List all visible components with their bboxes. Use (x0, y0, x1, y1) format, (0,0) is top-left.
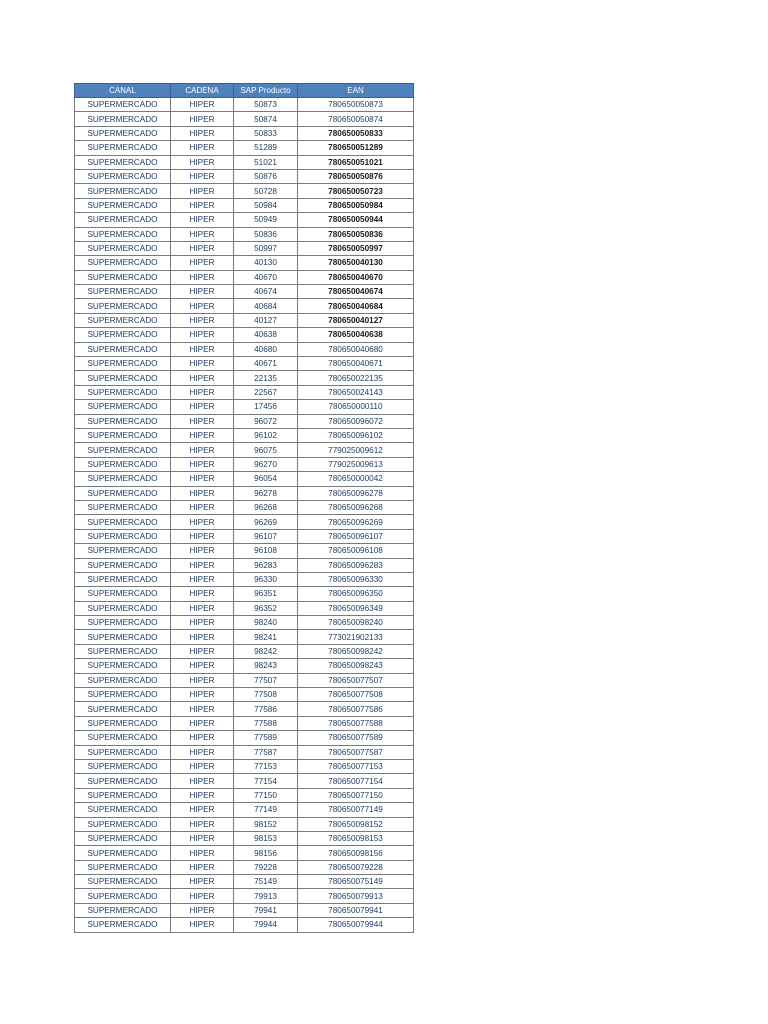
cadena-cell: HIPER (171, 155, 234, 169)
ean-cell: 780650096268 (298, 500, 414, 514)
canal-cell: SUPERMERCADO (75, 313, 171, 327)
ean-cell: 780650077150 (298, 788, 414, 802)
sap-producto-cell: 79913 (234, 889, 298, 903)
table-row (75, 141, 414, 155)
ean-cell: 780650022135 (298, 371, 414, 385)
cadena-cell: HIPER (171, 357, 234, 371)
cadena-cell: HIPER (171, 774, 234, 788)
table-row (75, 702, 414, 716)
table-row (75, 313, 414, 327)
table-row (75, 371, 414, 385)
ean-cell: 780650050874 (298, 112, 414, 126)
cadena-cell: HIPER (171, 831, 234, 845)
canal-cell: SUPERMERCADO (75, 414, 171, 428)
cadena-cell: HIPER (171, 644, 234, 658)
sap-producto-cell: 17456 (234, 400, 298, 414)
ean-cell: 780650096269 (298, 515, 414, 529)
ean-cell: 780650050876 (298, 169, 414, 183)
ean-cell: 780650050984 (298, 198, 414, 212)
sap-producto-cell: 96102 (234, 428, 298, 442)
ean-cell: 780650096102 (298, 428, 414, 442)
ean-cell: 780650077508 (298, 688, 414, 702)
table-row (75, 774, 414, 788)
canal-cell: SUPERMERCADO (75, 371, 171, 385)
cadena-cell: HIPER (171, 587, 234, 601)
sap-producto-cell: 50984 (234, 198, 298, 212)
canal-cell: SUPERMERCADO (75, 644, 171, 658)
ean-cell: 780650077589 (298, 731, 414, 745)
ean-cell: 780650096108 (298, 544, 414, 558)
canal-cell: SUPERMERCADO (75, 270, 171, 284)
table-row (75, 903, 414, 917)
table-row (75, 673, 414, 687)
ean-cell: 780650040680 (298, 342, 414, 356)
sap-producto-cell: 98152 (234, 817, 298, 831)
cadena-cell: HIPER (171, 544, 234, 558)
cadena-cell: HIPER (171, 731, 234, 745)
ean-cell: 780650040130 (298, 256, 414, 270)
sap-producto-cell: 77586 (234, 702, 298, 716)
cadena-cell: HIPER (171, 759, 234, 773)
sap-producto-cell: 50833 (234, 126, 298, 140)
canal-cell: SUPERMERCADO (75, 889, 171, 903)
sap-producto-cell: 96351 (234, 587, 298, 601)
table-row (75, 385, 414, 399)
sap-producto-cell: 77588 (234, 716, 298, 730)
table-row (75, 414, 414, 428)
table-row (75, 198, 414, 212)
cadena-cell: HIPER (171, 285, 234, 299)
table-row (75, 184, 414, 198)
ean-cell: 780650077149 (298, 803, 414, 817)
cadena-cell: HIPER (171, 702, 234, 716)
canal-cell: SUPERMERCADO (75, 285, 171, 299)
table-row (75, 529, 414, 543)
canal-cell: SUPERMERCADO (75, 673, 171, 687)
cadena-cell: HIPER (171, 472, 234, 486)
canal-cell: SUPERMERCADO (75, 558, 171, 572)
ean-cell: 780650040684 (298, 299, 414, 313)
sap-producto-cell: 96283 (234, 558, 298, 572)
table-row (75, 875, 414, 889)
canal-cell: SUPERMERCADO (75, 98, 171, 112)
ean-cell: 780650096283 (298, 558, 414, 572)
cadena-cell: HIPER (171, 141, 234, 155)
canal-cell: SUPERMERCADO (75, 616, 171, 630)
canal-cell: SUPERMERCADO (75, 198, 171, 212)
sap-producto-cell: 96352 (234, 601, 298, 615)
table-row (75, 241, 414, 255)
canal-cell: SUPERMERCADO (75, 788, 171, 802)
cadena-cell: HIPER (171, 716, 234, 730)
table-row (75, 817, 414, 831)
table-row (75, 428, 414, 442)
canal-cell: SUPERMERCADO (75, 472, 171, 486)
ean-cell: 780650098152 (298, 817, 414, 831)
cadena-cell: HIPER (171, 227, 234, 241)
cadena-cell: HIPER (171, 788, 234, 802)
canal-cell: SUPERMERCADO (75, 803, 171, 817)
ean-cell: 780650075149 (298, 875, 414, 889)
ean-cell: 780650077587 (298, 745, 414, 759)
cadena-cell: HIPER (171, 241, 234, 255)
cadena-cell: HIPER (171, 745, 234, 759)
sap-producto-cell: 96108 (234, 544, 298, 558)
table-row (75, 342, 414, 356)
canal-cell: SUPERMERCADO (75, 702, 171, 716)
ean-cell: 779025009612 (298, 443, 414, 457)
table-row (75, 587, 414, 601)
canal-cell: SUPERMERCADO (75, 141, 171, 155)
ean-cell: 780650079913 (298, 889, 414, 903)
ean-cell: 780650040674 (298, 285, 414, 299)
cadena-cell: HIPER (171, 860, 234, 874)
canal-cell: SUPERMERCADO (75, 759, 171, 773)
header-canal: CANAL (75, 84, 171, 98)
canal-cell: SUPERMERCADO (75, 745, 171, 759)
canal-cell: SUPERMERCADO (75, 486, 171, 500)
canal-cell: SUPERMERCADO (75, 457, 171, 471)
canal-cell: SUPERMERCADO (75, 400, 171, 414)
sap-producto-cell: 98243 (234, 659, 298, 673)
sap-producto-cell: 79941 (234, 903, 298, 917)
sap-producto-cell: 79228 (234, 860, 298, 874)
sap-producto-cell: 22567 (234, 385, 298, 399)
table-row (75, 400, 414, 414)
sap-producto-cell: 98156 (234, 846, 298, 860)
cadena-cell: HIPER (171, 803, 234, 817)
ean-cell: 780650077588 (298, 716, 414, 730)
cadena-cell: HIPER (171, 428, 234, 442)
sap-producto-cell: 40638 (234, 328, 298, 342)
cadena-cell: HIPER (171, 601, 234, 615)
canal-cell: SUPERMERCADO (75, 184, 171, 198)
sap-producto-cell: 77154 (234, 774, 298, 788)
canal-cell: SUPERMERCADO (75, 659, 171, 673)
cadena-cell: HIPER (171, 659, 234, 673)
sap-producto-cell: 50997 (234, 241, 298, 255)
canal-cell: SUPERMERCADO (75, 860, 171, 874)
canal-cell: SUPERMERCADO (75, 846, 171, 860)
ean-cell: 780650051021 (298, 155, 414, 169)
table-row (75, 98, 414, 112)
sap-producto-cell: 77589 (234, 731, 298, 745)
sap-producto-cell: 96268 (234, 500, 298, 514)
canal-cell: SUPERMERCADO (75, 688, 171, 702)
ean-cell: 780650040638 (298, 328, 414, 342)
ean-cell: 780650096072 (298, 414, 414, 428)
header-ean: EAN (298, 84, 414, 98)
canal-cell: SUPERMERCADO (75, 357, 171, 371)
cadena-cell: HIPER (171, 529, 234, 543)
table-row (75, 227, 414, 241)
sap-producto-cell: 40127 (234, 313, 298, 327)
table-row (75, 270, 414, 284)
ean-cell: 780650079941 (298, 903, 414, 917)
table-row (75, 644, 414, 658)
canal-cell: SUPERMERCADO (75, 515, 171, 529)
ean-cell: 780650098240 (298, 616, 414, 630)
table-header-row (75, 84, 414, 98)
canal-cell: SUPERMERCADO (75, 601, 171, 615)
canal-cell: SUPERMERCADO (75, 918, 171, 932)
cadena-cell: HIPER (171, 400, 234, 414)
table-row (75, 745, 414, 759)
cadena-cell: HIPER (171, 443, 234, 457)
canal-cell: SUPERMERCADO (75, 544, 171, 558)
ean-cell: 780650096107 (298, 529, 414, 543)
table-row (75, 889, 414, 903)
cadena-cell: HIPER (171, 903, 234, 917)
table-row (75, 155, 414, 169)
table-row (75, 831, 414, 845)
table-row (75, 328, 414, 342)
ean-cell: 780650098243 (298, 659, 414, 673)
table-row (75, 457, 414, 471)
sap-producto-cell: 98153 (234, 831, 298, 845)
ean-cell: 780650077153 (298, 759, 414, 773)
cadena-cell: HIPER (171, 875, 234, 889)
cadena-cell: HIPER (171, 385, 234, 399)
sap-producto-cell: 96269 (234, 515, 298, 529)
cadena-cell: HIPER (171, 616, 234, 630)
cadena-cell: HIPER (171, 673, 234, 687)
table-row (75, 803, 414, 817)
table-row (75, 558, 414, 572)
ean-cell: 780650096278 (298, 486, 414, 500)
table-row (75, 759, 414, 773)
cadena-cell: HIPER (171, 918, 234, 932)
cadena-cell: HIPER (171, 457, 234, 471)
table-row (75, 443, 414, 457)
sap-producto-cell: 40670 (234, 270, 298, 284)
cadena-cell: HIPER (171, 126, 234, 140)
canal-cell: SUPERMERCADO (75, 428, 171, 442)
table-row (75, 659, 414, 673)
sap-producto-cell: 40684 (234, 299, 298, 313)
sap-producto-cell: 77507 (234, 673, 298, 687)
table-row (75, 169, 414, 183)
canal-cell: SUPERMERCADO (75, 443, 171, 457)
header-cadena: CADENA (171, 84, 234, 98)
ean-cell: 780650050873 (298, 98, 414, 112)
canal-cell: SUPERMERCADO (75, 155, 171, 169)
cadena-cell: HIPER (171, 169, 234, 183)
ean-cell: 780650024143 (298, 385, 414, 399)
canal-cell: SUPERMERCADO (75, 342, 171, 356)
ean-cell: 780650050997 (298, 241, 414, 255)
canal-cell: SUPERMERCADO (75, 903, 171, 917)
table-row (75, 256, 414, 270)
ean-cell: 780650040127 (298, 313, 414, 327)
ean-cell: 780650000042 (298, 472, 414, 486)
table-row (75, 846, 414, 860)
table-row (75, 572, 414, 586)
ean-cell: 773021902133 (298, 630, 414, 644)
sap-producto-cell: 40674 (234, 285, 298, 299)
cadena-cell: HIPER (171, 558, 234, 572)
table-row (75, 126, 414, 140)
sap-producto-cell: 96278 (234, 486, 298, 500)
sap-producto-cell: 40130 (234, 256, 298, 270)
cadena-cell: HIPER (171, 213, 234, 227)
sap-producto-cell: 50874 (234, 112, 298, 126)
cadena-cell: HIPER (171, 500, 234, 514)
ean-cell: 780650096349 (298, 601, 414, 615)
sap-producto-cell: 50949 (234, 213, 298, 227)
canal-cell: SUPERMERCADO (75, 731, 171, 745)
table-row (75, 544, 414, 558)
sap-producto-cell: 96072 (234, 414, 298, 428)
cadena-cell: HIPER (171, 112, 234, 126)
table-row (75, 515, 414, 529)
sap-producto-cell: 96107 (234, 529, 298, 543)
sap-producto-cell: 50876 (234, 169, 298, 183)
sap-producto-cell: 79944 (234, 918, 298, 932)
table-row (75, 472, 414, 486)
ean-cell: 780650098156 (298, 846, 414, 860)
cadena-cell: HIPER (171, 256, 234, 270)
sap-producto-cell: 77587 (234, 745, 298, 759)
cadena-cell: HIPER (171, 688, 234, 702)
canal-cell: SUPERMERCADO (75, 227, 171, 241)
sap-producto-cell: 96075 (234, 443, 298, 457)
canal-cell: SUPERMERCADO (75, 126, 171, 140)
cadena-cell: HIPER (171, 328, 234, 342)
sap-producto-cell: 77153 (234, 759, 298, 773)
cadena-cell: HIPER (171, 371, 234, 385)
cadena-cell: HIPER (171, 342, 234, 356)
canal-cell: SUPERMERCADO (75, 328, 171, 342)
canal-cell: SUPERMERCADO (75, 169, 171, 183)
cadena-cell: HIPER (171, 98, 234, 112)
ean-cell: 780650040670 (298, 270, 414, 284)
cadena-cell: HIPER (171, 515, 234, 529)
ean-cell: 780650051289 (298, 141, 414, 155)
canal-cell: SUPERMERCADO (75, 213, 171, 227)
canal-cell: SUPERMERCADO (75, 587, 171, 601)
cadena-cell: HIPER (171, 184, 234, 198)
table-row (75, 112, 414, 126)
ean-cell: 780650079944 (298, 918, 414, 932)
canal-cell: SUPERMERCADO (75, 241, 171, 255)
sap-producto-cell: 96270 (234, 457, 298, 471)
ean-cell: 780650096330 (298, 572, 414, 586)
canal-cell: SUPERMERCADO (75, 256, 171, 270)
ean-cell: 780650050833 (298, 126, 414, 140)
sap-producto-cell: 75149 (234, 875, 298, 889)
canal-cell: SUPERMERCADO (75, 385, 171, 399)
sap-producto-cell: 40680 (234, 342, 298, 356)
table-row (75, 716, 414, 730)
table-row (75, 860, 414, 874)
sap-producto-cell: 40671 (234, 357, 298, 371)
sap-producto-cell: 98241 (234, 630, 298, 644)
ean-cell: 780650079228 (298, 860, 414, 874)
canal-cell: SUPERMERCADO (75, 875, 171, 889)
ean-cell: 780650000110 (298, 400, 414, 414)
sap-producto-cell: 22135 (234, 371, 298, 385)
ean-cell: 780650050836 (298, 227, 414, 241)
ean-cell: 779025009613 (298, 457, 414, 471)
table-row (75, 616, 414, 630)
table-row (75, 601, 414, 615)
sap-producto-cell: 77150 (234, 788, 298, 802)
ean-cell: 780650077507 (298, 673, 414, 687)
ean-cell: 780650098242 (298, 644, 414, 658)
cadena-cell: HIPER (171, 414, 234, 428)
canal-cell: SUPERMERCADO (75, 817, 171, 831)
product-ean-table (74, 83, 414, 933)
canal-cell: SUPERMERCADO (75, 112, 171, 126)
ean-cell: 780650050944 (298, 213, 414, 227)
sap-producto-cell: 51289 (234, 141, 298, 155)
table-row (75, 299, 414, 313)
sap-producto-cell: 50873 (234, 98, 298, 112)
cadena-cell: HIPER (171, 198, 234, 212)
cadena-cell: HIPER (171, 313, 234, 327)
sap-producto-cell: 77149 (234, 803, 298, 817)
canal-cell: SUPERMERCADO (75, 529, 171, 543)
sap-producto-cell: 50728 (234, 184, 298, 198)
sap-producto-cell: 77508 (234, 688, 298, 702)
ean-cell: 780650098153 (298, 831, 414, 845)
table-row (75, 918, 414, 932)
sap-producto-cell: 96330 (234, 572, 298, 586)
ean-cell: 780650050723 (298, 184, 414, 198)
table-row (75, 688, 414, 702)
cadena-cell: HIPER (171, 299, 234, 313)
table-row (75, 285, 414, 299)
cadena-cell: HIPER (171, 889, 234, 903)
ean-cell: 780650096350 (298, 587, 414, 601)
cadena-cell: HIPER (171, 846, 234, 860)
canal-cell: SUPERMERCADO (75, 572, 171, 586)
cadena-cell: HIPER (171, 270, 234, 284)
cadena-cell: HIPER (171, 630, 234, 644)
table-row (75, 731, 414, 745)
canal-cell: SUPERMERCADO (75, 774, 171, 788)
cadena-cell: HIPER (171, 572, 234, 586)
sap-producto-cell: 96054 (234, 472, 298, 486)
cadena-cell: HIPER (171, 486, 234, 500)
ean-cell: 780650077586 (298, 702, 414, 716)
sap-producto-cell: 98240 (234, 616, 298, 630)
table-row (75, 630, 414, 644)
sap-producto-cell: 51021 (234, 155, 298, 169)
table-row (75, 788, 414, 802)
table-row (75, 486, 414, 500)
canal-cell: SUPERMERCADO (75, 299, 171, 313)
canal-cell: SUPERMERCADO (75, 630, 171, 644)
ean-cell: 780650077154 (298, 774, 414, 788)
table-row (75, 213, 414, 227)
sap-producto-cell: 50836 (234, 227, 298, 241)
sap-producto-cell: 98242 (234, 644, 298, 658)
canal-cell: SUPERMERCADO (75, 831, 171, 845)
table-row (75, 500, 414, 514)
table-row (75, 357, 414, 371)
canal-cell: SUPERMERCADO (75, 500, 171, 514)
ean-cell: 780650040671 (298, 357, 414, 371)
header-sap-producto: SAP Producto (234, 84, 298, 98)
cadena-cell: HIPER (171, 817, 234, 831)
canal-cell: SUPERMERCADO (75, 716, 171, 730)
